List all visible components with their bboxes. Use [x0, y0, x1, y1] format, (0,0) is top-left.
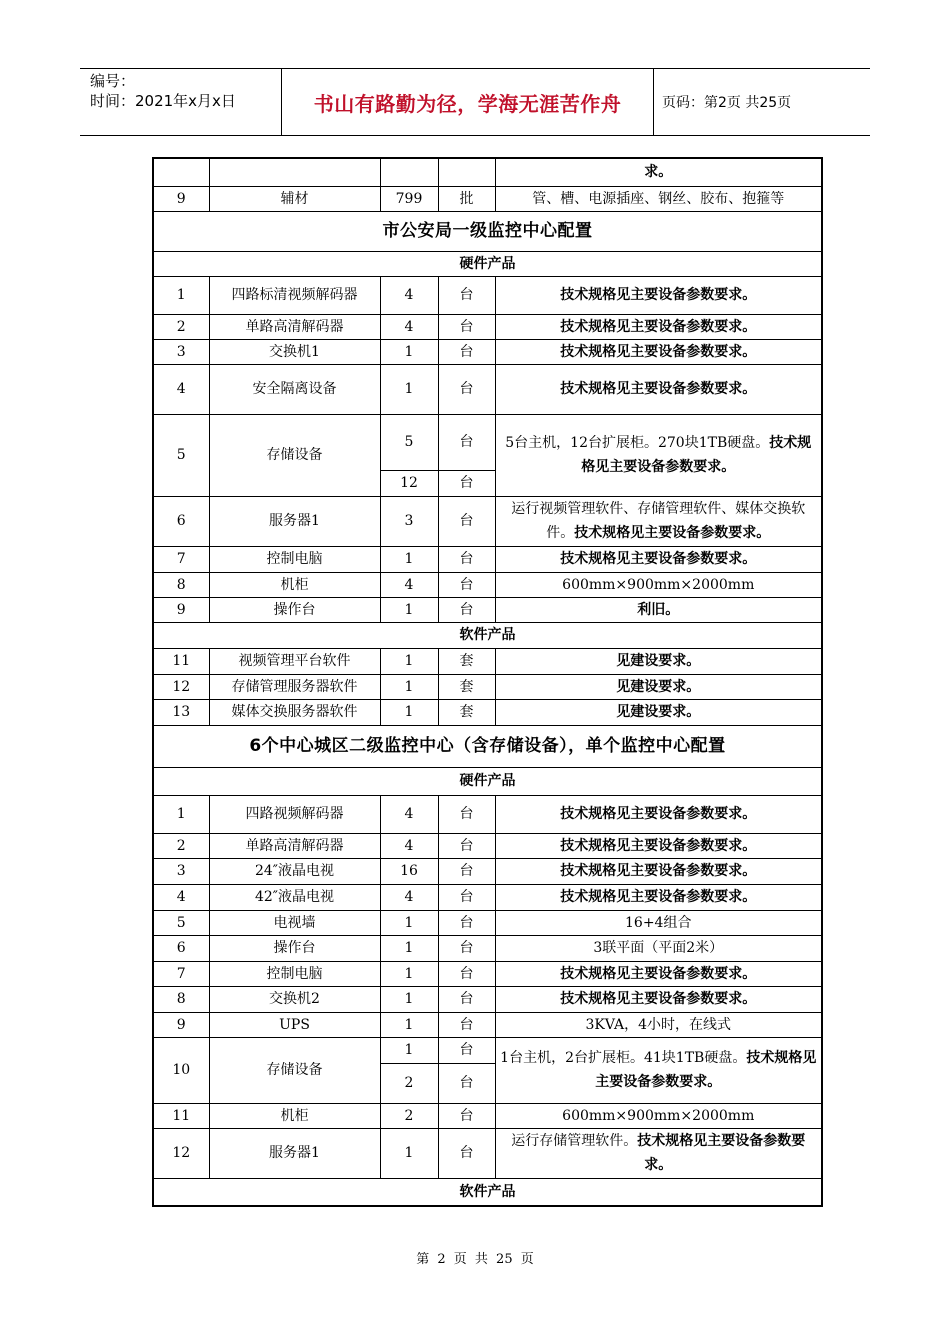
item-remark: 技术规格见主要设备参数要求。 — [495, 833, 822, 858]
item-number: 12 — [153, 674, 209, 699]
item-number: 7 — [153, 546, 209, 572]
item-number: 7 — [153, 961, 209, 986]
item-remark: 600mm×900mm×2000mm — [495, 1103, 822, 1128]
item-number: 1 — [153, 795, 209, 833]
item-quantity: 16 — [380, 858, 438, 884]
item-unit: 台 — [438, 1012, 495, 1037]
item-quantity: 1 — [380, 935, 438, 961]
item-remark — [495, 1128, 822, 1178]
item-name: 控制电脑 — [209, 546, 380, 572]
item-number: 3 — [153, 339, 209, 364]
item-unit: 台 — [438, 546, 495, 572]
item-unit: 台 — [438, 1063, 495, 1103]
item-unit: 台 — [438, 276, 495, 314]
item-name: 四路标清视频解码器 — [209, 276, 380, 314]
subsection-title: 软件产品 — [153, 1178, 822, 1206]
item-quantity: 4 — [380, 276, 438, 314]
item-name: 42″液晶电视 — [209, 884, 380, 910]
item-name: 四路视频解码器 — [209, 795, 380, 833]
item-unit: 台 — [438, 884, 495, 910]
item-quantity: 4 — [380, 572, 438, 597]
subsection-title: 软件产品 — [153, 622, 822, 648]
item-quantity: 4 — [380, 314, 438, 339]
table-row — [153, 1103, 822, 1128]
item-quantity: 5 — [380, 414, 438, 470]
table-row — [153, 1037, 822, 1063]
item-unit: 台 — [438, 935, 495, 961]
table-row — [153, 910, 822, 935]
item-remark: 技术规格见主要设备参数要求。 — [495, 314, 822, 339]
item-name: 存储设备 — [209, 414, 380, 496]
item-remark-bold: 技术规格见主要设备参数要求。 — [574, 525, 771, 541]
header-motto: 书山有路勤为径，学海无涯苦作舟 — [282, 69, 654, 135]
table-row — [153, 795, 822, 833]
item-quantity: 2 — [380, 1063, 438, 1103]
item-quantity: 799 — [380, 186, 438, 211]
item-remark: 3联平面（平面2米） — [495, 935, 822, 961]
item-unit: 台 — [438, 364, 495, 414]
item-name: 操作台 — [209, 935, 380, 961]
item-number: 4 — [153, 364, 209, 414]
item-unit: 台 — [438, 858, 495, 884]
item-unit: 台 — [438, 339, 495, 364]
item-unit: 台 — [438, 597, 495, 622]
table-row — [153, 935, 822, 961]
table-row — [153, 276, 822, 314]
item-unit: 套 — [438, 674, 495, 699]
table-row — [153, 884, 822, 910]
header-date: 时间：2021年x月x日 — [90, 92, 236, 110]
item-name: 存储设备 — [209, 1037, 380, 1103]
table-row — [153, 339, 822, 364]
item-unit: 台 — [438, 833, 495, 858]
page-header — [80, 68, 870, 136]
table-row — [153, 858, 822, 884]
item-quantity: 4 — [380, 795, 438, 833]
item-quantity: 1 — [380, 674, 438, 699]
section-heading-row — [153, 725, 822, 767]
table-row — [153, 699, 822, 725]
section-heading-row — [153, 211, 822, 251]
item-remark-text: 运行存储管理软件。 — [511, 1133, 638, 1149]
subsection-heading-row — [153, 767, 822, 795]
item-unit: 台 — [438, 961, 495, 986]
item-remark: 技术规格见主要设备参数要求。 — [495, 986, 822, 1012]
item-remark: 技术规格见主要设备参数要求。 — [495, 961, 822, 986]
table-row — [153, 314, 822, 339]
item-remark: 600mm×900mm×2000mm — [495, 572, 822, 597]
item-remark: 16+4组合 — [495, 910, 822, 935]
item-quantity: 1 — [380, 1128, 438, 1178]
item-unit: 套 — [438, 648, 495, 674]
item-remark-bold: 技术规格见主要设备参数要求。 — [637, 1133, 806, 1173]
item-remark: 管、槽、电源插座、钢丝、胶布、抱箍等 — [495, 186, 822, 211]
item-name: 交换机1 — [209, 339, 380, 364]
item-quantity: 1 — [380, 597, 438, 622]
item-unit: 台 — [438, 1103, 495, 1128]
item-name: 机柜 — [209, 572, 380, 597]
table-row — [153, 597, 822, 622]
table-row — [153, 1012, 822, 1037]
table-row — [153, 674, 822, 699]
item-number: 9 — [153, 186, 209, 211]
item-remark: 见建设要求。 — [495, 699, 822, 725]
item-remark — [495, 414, 822, 496]
item-unit — [438, 158, 495, 186]
item-number: 13 — [153, 699, 209, 725]
item-remark: 求。 — [495, 158, 822, 186]
item-name: 服务器1 — [209, 1128, 380, 1178]
item-name: 安全隔离设备 — [209, 364, 380, 414]
header-code-label: 编号： — [90, 72, 136, 90]
item-name: 交换机2 — [209, 986, 380, 1012]
item-remark-text: 5台主机，12台扩展柜。270块1TB硬盘。 — [505, 435, 770, 451]
item-name: 单路高清解码器 — [209, 314, 380, 339]
item-name: 控制电脑 — [209, 961, 380, 986]
item-name: 操作台 — [209, 597, 380, 622]
item-remark: 见建设要求。 — [495, 674, 822, 699]
item-name: 单路高清解码器 — [209, 833, 380, 858]
item-quantity: 4 — [380, 884, 438, 910]
item-quantity: 1 — [380, 648, 438, 674]
table-row — [153, 1128, 822, 1178]
table-row — [153, 986, 822, 1012]
item-number: 6 — [153, 935, 209, 961]
section-title: 6个中心城区二级监控中心（含存储设备），单个监控中心配置 — [153, 725, 822, 767]
item-unit: 台 — [438, 1128, 495, 1178]
item-remark: 技术规格见主要设备参数要求。 — [495, 364, 822, 414]
item-remark: 技术规格见主要设备参数要求。 — [495, 884, 822, 910]
subsection-heading-row — [153, 1178, 822, 1206]
item-number: 5 — [153, 910, 209, 935]
item-name: 机柜 — [209, 1103, 380, 1128]
item-quantity: 1 — [380, 546, 438, 572]
item-quantity: 12 — [380, 470, 438, 496]
item-number: 9 — [153, 1012, 209, 1037]
item-remark: 见建设要求。 — [495, 648, 822, 674]
item-number: 11 — [153, 648, 209, 674]
item-remark: 技术规格见主要设备参数要求。 — [495, 546, 822, 572]
item-number: 8 — [153, 572, 209, 597]
item-remark-bold: 技术规格见主要设备参数要求。 — [595, 1050, 817, 1090]
item-number — [153, 158, 209, 186]
item-name: 媒体交换服务器软件 — [209, 699, 380, 725]
item-unit: 台 — [438, 414, 495, 470]
item-number: 8 — [153, 986, 209, 1012]
item-number: 2 — [153, 314, 209, 339]
item-quantity: 1 — [380, 339, 438, 364]
item-quantity: 4 — [380, 833, 438, 858]
equipment-table-body — [153, 158, 822, 1206]
item-name: 存储管理服务器软件 — [209, 674, 380, 699]
header-meta — [80, 69, 282, 135]
table-row — [153, 648, 822, 674]
item-name: 电视墙 — [209, 910, 380, 935]
item-unit: 台 — [438, 496, 495, 546]
item-quantity: 1 — [380, 961, 438, 986]
item-quantity: 1 — [380, 699, 438, 725]
item-quantity: 1 — [380, 910, 438, 935]
item-remark: 技术规格见主要设备参数要求。 — [495, 795, 822, 833]
item-number: 1 — [153, 276, 209, 314]
item-quantity: 3 — [380, 496, 438, 546]
subsection-title: 硬件产品 — [153, 767, 822, 795]
item-number: 6 — [153, 496, 209, 546]
item-remark-text: 1台主机，2台扩展柜。41块1TB硬盘。 — [500, 1050, 747, 1066]
table-row — [153, 546, 822, 572]
item-quantity: 2 — [380, 1103, 438, 1128]
item-quantity: 1 — [380, 364, 438, 414]
item-unit: 台 — [438, 470, 495, 496]
subsection-title: 硬件产品 — [153, 251, 822, 276]
item-quantity: 1 — [380, 1037, 438, 1063]
item-name: UPS — [209, 1012, 380, 1037]
item-quantity: 1 — [380, 1012, 438, 1037]
table-row — [153, 186, 822, 211]
table-row — [153, 496, 822, 546]
item-quantity: 1 — [380, 986, 438, 1012]
item-remark — [495, 1037, 822, 1103]
item-number: 3 — [153, 858, 209, 884]
equipment-table — [152, 157, 823, 1207]
item-remark: 技术规格见主要设备参数要求。 — [495, 858, 822, 884]
item-unit: 台 — [438, 910, 495, 935]
table-row — [153, 364, 822, 414]
table-row — [153, 961, 822, 986]
item-name — [209, 158, 380, 186]
item-quantity — [380, 158, 438, 186]
page-footer: 第 2 页 共 25 页 — [416, 1252, 534, 1267]
item-number: 5 — [153, 414, 209, 496]
item-unit: 台 — [438, 986, 495, 1012]
item-number: 9 — [153, 597, 209, 622]
item-number: 10 — [153, 1037, 209, 1103]
section-title: 市公安局一级监控中心配置 — [153, 211, 822, 251]
item-remark — [495, 496, 822, 546]
item-remark-text: 运行视频管理软件、存储管理软件、媒体交换软件。 — [511, 501, 806, 541]
item-number: 2 — [153, 833, 209, 858]
item-name: 24″液晶电视 — [209, 858, 380, 884]
item-unit: 套 — [438, 699, 495, 725]
item-remark: 3KVA，4小时，在线式 — [495, 1012, 822, 1037]
item-name: 服务器1 — [209, 496, 380, 546]
subsection-heading-row — [153, 622, 822, 648]
item-unit: 台 — [438, 1037, 495, 1063]
item-number: 12 — [153, 1128, 209, 1178]
item-remark: 技术规格见主要设备参数要求。 — [495, 339, 822, 364]
table-row — [153, 158, 822, 186]
header-page-number: 页码：第2页 共25页 — [662, 95, 792, 111]
item-unit: 台 — [438, 314, 495, 339]
item-unit: 台 — [438, 572, 495, 597]
item-unit: 台 — [438, 795, 495, 833]
item-remark-bold: 技术规格见主要设备参数要求。 — [581, 435, 812, 475]
subsection-heading-row — [153, 251, 822, 276]
item-remark: 技术规格见主要设备参数要求。 — [495, 276, 822, 314]
item-unit: 批 — [438, 186, 495, 211]
item-name: 辅材 — [209, 186, 380, 211]
table-row — [153, 414, 822, 470]
item-number: 4 — [153, 884, 209, 910]
item-number: 11 — [153, 1103, 209, 1128]
item-remark: 利旧。 — [495, 597, 822, 622]
table-row — [153, 572, 822, 597]
item-name: 视频管理平台软件 — [209, 648, 380, 674]
table-row — [153, 833, 822, 858]
